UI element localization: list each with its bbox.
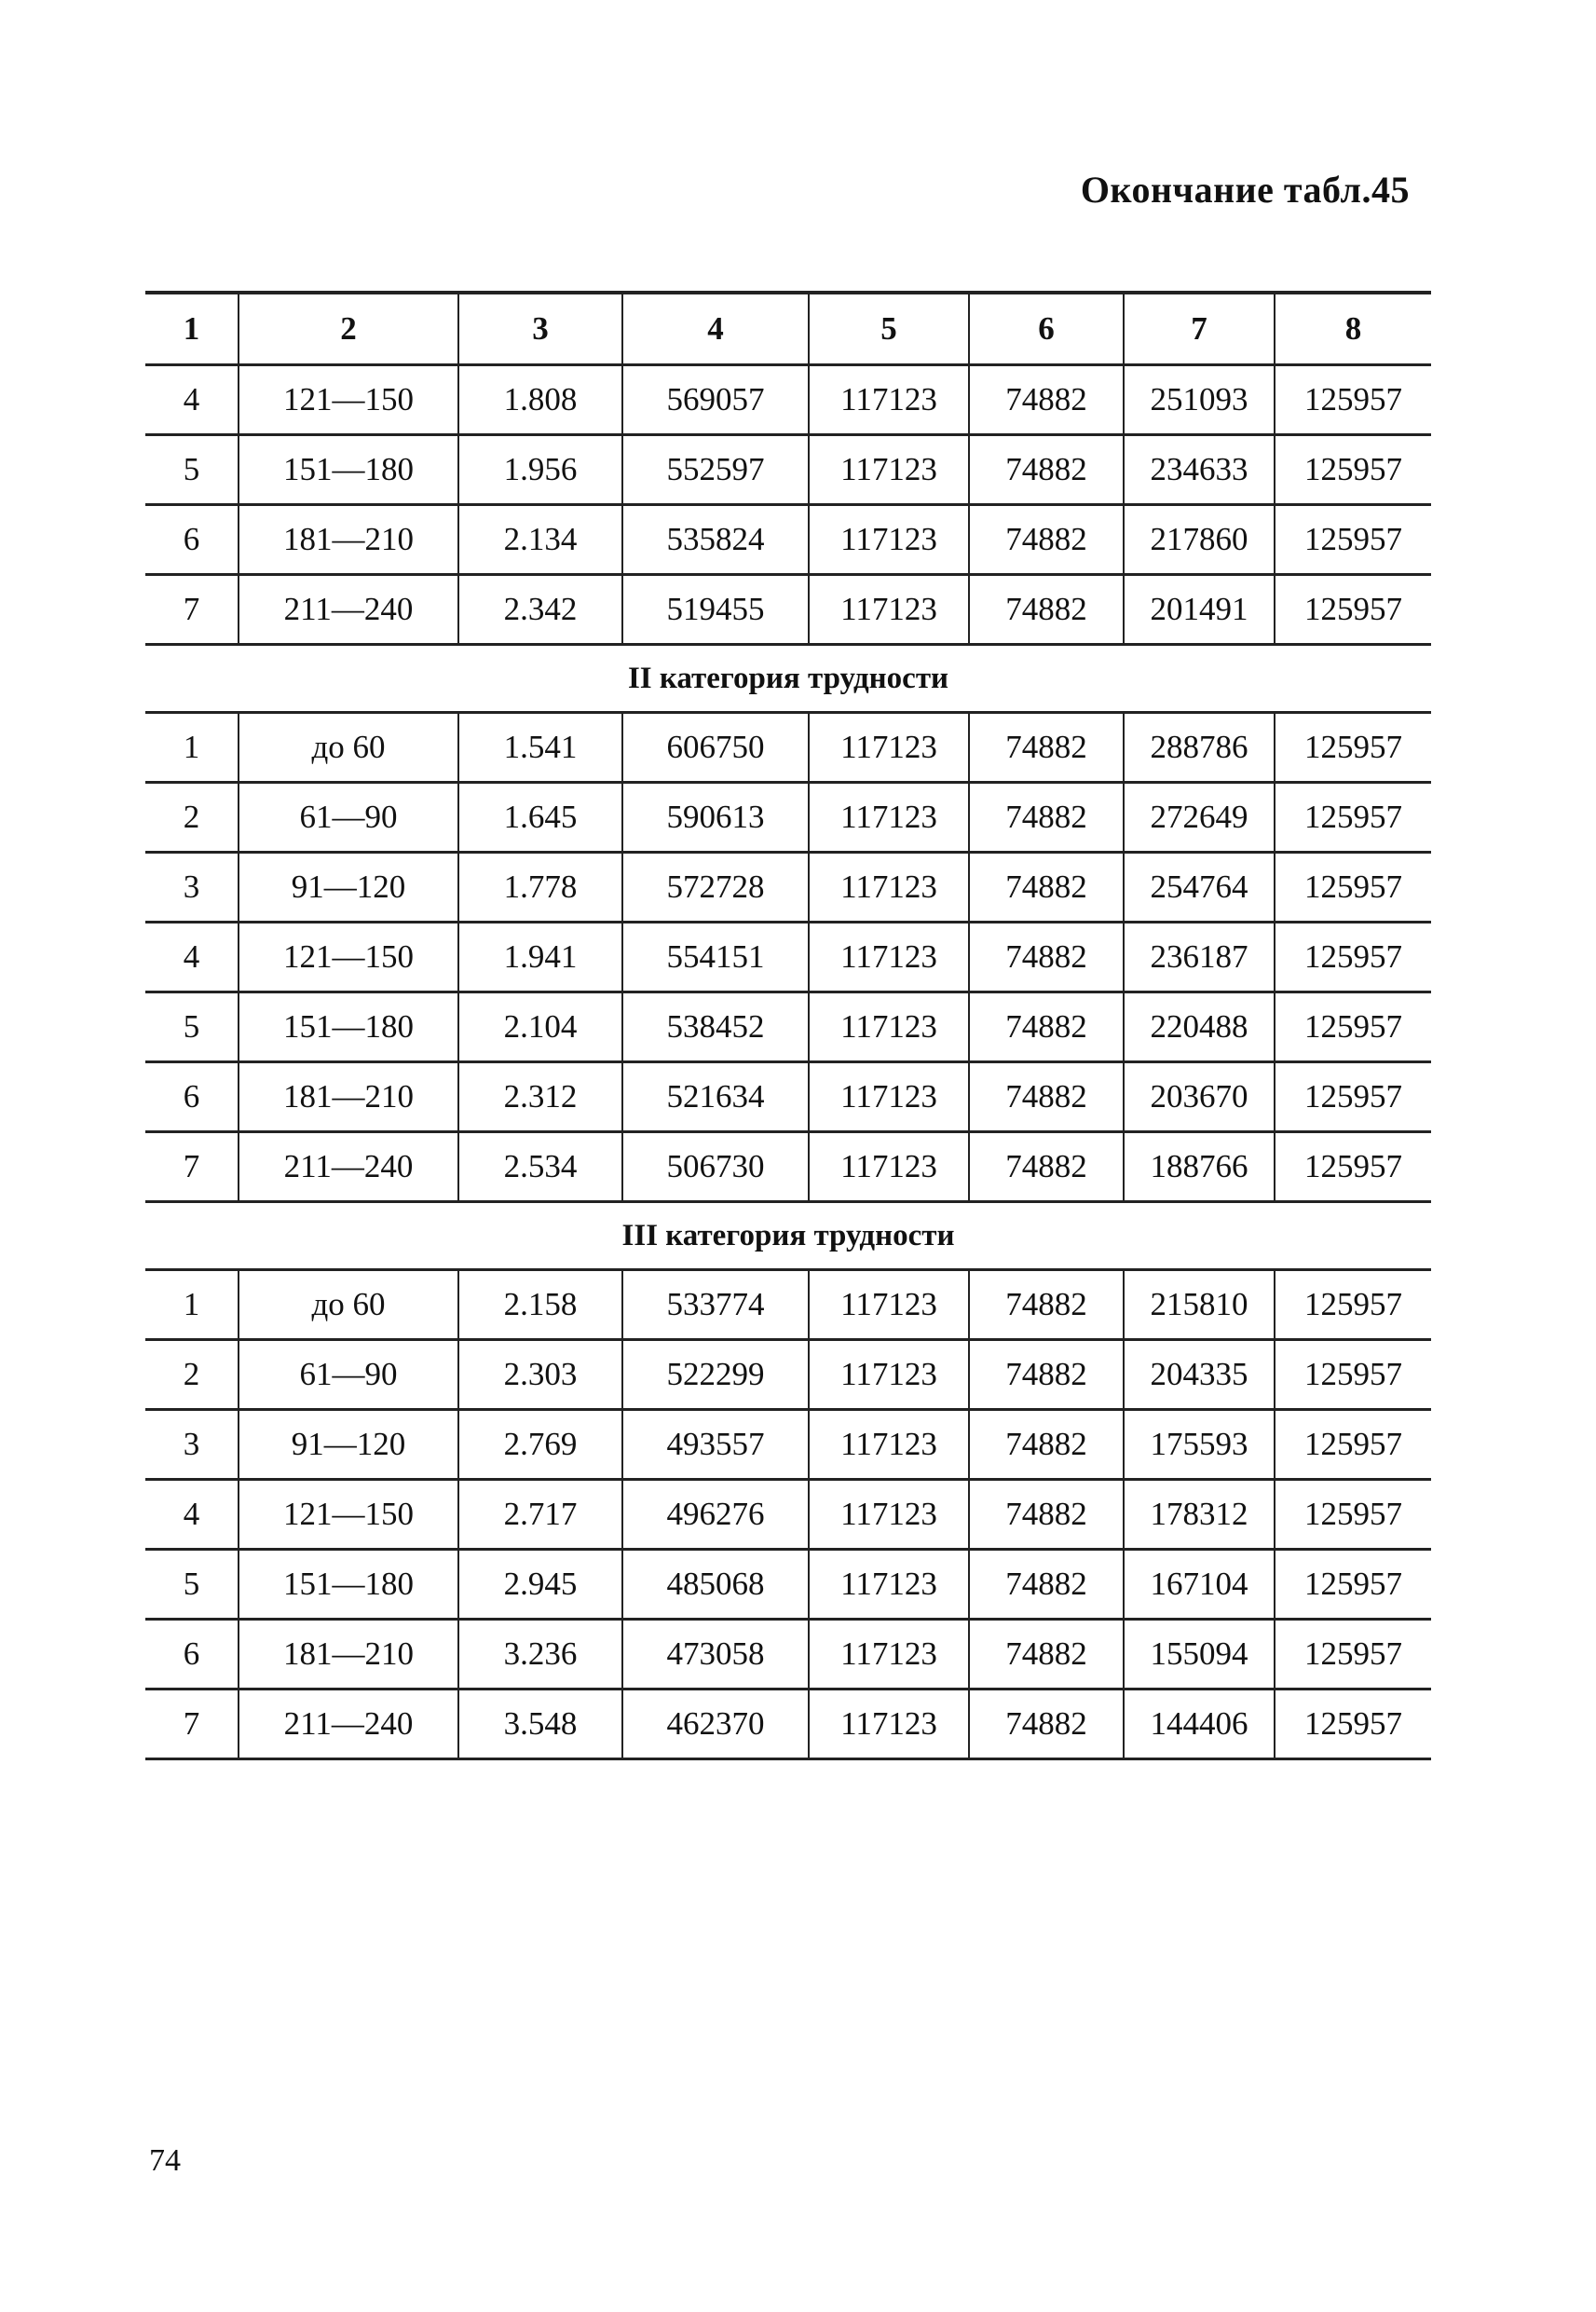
table-cell: 493557 bbox=[622, 1410, 809, 1480]
table-cell: 125957 bbox=[1275, 435, 1431, 505]
table-cell: 117123 bbox=[809, 1410, 969, 1480]
table-cell: 91—120 bbox=[239, 1410, 458, 1480]
header-row bbox=[145, 293, 1431, 365]
table-cell: 125957 bbox=[1275, 575, 1431, 645]
table-cell: 590613 bbox=[622, 783, 809, 853]
table-row bbox=[145, 575, 1431, 645]
table-cell: 91—120 bbox=[239, 853, 458, 923]
table-cell: 117123 bbox=[809, 1340, 969, 1410]
table-cell: 1.941 bbox=[458, 923, 622, 992]
section-heading: II категория трудности bbox=[145, 645, 1431, 713]
header-cell: 8 bbox=[1275, 293, 1431, 365]
table-cell: 554151 bbox=[622, 923, 809, 992]
table-cell: 538452 bbox=[622, 992, 809, 1062]
table-cell: 236187 bbox=[1124, 923, 1275, 992]
table-cell: 125957 bbox=[1275, 1480, 1431, 1550]
table-cell: 74882 bbox=[969, 713, 1124, 783]
table-cell: 5 bbox=[145, 1550, 239, 1620]
table-row bbox=[145, 505, 1431, 575]
table-cell: 74882 bbox=[969, 1340, 1124, 1410]
table-cell: 217860 bbox=[1124, 505, 1275, 575]
table-cell: 125957 bbox=[1275, 992, 1431, 1062]
header-cell: 4 bbox=[622, 293, 809, 365]
table-cell: 117123 bbox=[809, 365, 969, 435]
table-cell: 4 bbox=[145, 365, 239, 435]
table-cell: 4 bbox=[145, 1480, 239, 1550]
table-cell: 125957 bbox=[1275, 1132, 1431, 1202]
table-cell: 155094 bbox=[1124, 1620, 1275, 1690]
table-cell: 606750 bbox=[622, 713, 809, 783]
table-cell: 151—180 bbox=[239, 992, 458, 1062]
table-cell: 6 bbox=[145, 1620, 239, 1690]
table-cell: 117123 bbox=[809, 1620, 969, 1690]
table-cell: 144406 bbox=[1124, 1690, 1275, 1759]
table-cell: 117123 bbox=[809, 1690, 969, 1759]
table-cell: 2 bbox=[145, 783, 239, 853]
table-cell: 462370 bbox=[622, 1690, 809, 1759]
table-cell: 569057 bbox=[622, 365, 809, 435]
table-cell: 61—90 bbox=[239, 1340, 458, 1410]
table-row bbox=[145, 1690, 1431, 1759]
table-cell: 521634 bbox=[622, 1062, 809, 1132]
table-cell: 74882 bbox=[969, 575, 1124, 645]
table-cell: 211—240 bbox=[239, 1132, 458, 1202]
table-cell: 175593 bbox=[1124, 1410, 1275, 1480]
table-cell: 117123 bbox=[809, 713, 969, 783]
table-cell: 125957 bbox=[1275, 1270, 1431, 1340]
table-cell: 117123 bbox=[809, 853, 969, 923]
table-cell: 506730 bbox=[622, 1132, 809, 1202]
data-table-container bbox=[145, 291, 1431, 1760]
table-cell: 117123 bbox=[809, 1132, 969, 1202]
table-row bbox=[145, 1132, 1431, 1202]
table-cell: 2 bbox=[145, 1340, 239, 1410]
table-cell: 496276 bbox=[622, 1480, 809, 1550]
table-row bbox=[145, 1620, 1431, 1690]
table-cell: 519455 bbox=[622, 575, 809, 645]
table-row bbox=[145, 1270, 1431, 1340]
table-cell: 61—90 bbox=[239, 783, 458, 853]
table-cell: 535824 bbox=[622, 505, 809, 575]
table-cell: 188766 bbox=[1124, 1132, 1275, 1202]
table-cell: 572728 bbox=[622, 853, 809, 923]
table-row bbox=[145, 783, 1431, 853]
table-cell: 203670 bbox=[1124, 1062, 1275, 1132]
header-cell: 1 bbox=[145, 293, 239, 365]
table-cell: 1.778 bbox=[458, 853, 622, 923]
table-cell: 125957 bbox=[1275, 783, 1431, 853]
table-cell: 1 bbox=[145, 713, 239, 783]
table-cell: 74882 bbox=[969, 1410, 1124, 1480]
table-cell: 74882 bbox=[969, 923, 1124, 992]
table-cell: 125957 bbox=[1275, 923, 1431, 992]
table-cell: 2.158 bbox=[458, 1270, 622, 1340]
table-cell: 125957 bbox=[1275, 1620, 1431, 1690]
table-cell: 117123 bbox=[809, 1270, 969, 1340]
table-row bbox=[145, 992, 1431, 1062]
table-cell: 74882 bbox=[969, 1620, 1124, 1690]
table-cell: 533774 bbox=[622, 1270, 809, 1340]
header-cell: 7 bbox=[1124, 293, 1275, 365]
table-cell: 204335 bbox=[1124, 1340, 1275, 1410]
table-cell: 6 bbox=[145, 1062, 239, 1132]
table-cell: 2.342 bbox=[458, 575, 622, 645]
table-cell: 485068 bbox=[622, 1550, 809, 1620]
table-cell: 151—180 bbox=[239, 1550, 458, 1620]
table-cell: 74882 bbox=[969, 1690, 1124, 1759]
table-cell: 251093 bbox=[1124, 365, 1275, 435]
table-cell: 473058 bbox=[622, 1620, 809, 1690]
table-cell: 125957 bbox=[1275, 365, 1431, 435]
table-cell: 117123 bbox=[809, 435, 969, 505]
table-cell: 125957 bbox=[1275, 853, 1431, 923]
table-cell: 1.808 bbox=[458, 365, 622, 435]
table-cell: 2.769 bbox=[458, 1410, 622, 1480]
table-cell: 201491 bbox=[1124, 575, 1275, 645]
table-row bbox=[145, 713, 1431, 783]
table-cell: 117123 bbox=[809, 992, 969, 1062]
table-cell: 2.312 bbox=[458, 1062, 622, 1132]
table-row bbox=[145, 435, 1431, 505]
table-cell: 167104 bbox=[1124, 1550, 1275, 1620]
table-cell: 2.104 bbox=[458, 992, 622, 1062]
table-continuation-title: Окончание табл.45 bbox=[1080, 169, 1410, 211]
table-cell: 74882 bbox=[969, 1132, 1124, 1202]
table-cell: 1.645 bbox=[458, 783, 622, 853]
table-row bbox=[145, 1550, 1431, 1620]
table-body bbox=[145, 293, 1431, 1759]
table-row bbox=[145, 1480, 1431, 1550]
table-cell: 125957 bbox=[1275, 713, 1431, 783]
table-cell: 3.236 bbox=[458, 1620, 622, 1690]
page-number: 74 bbox=[149, 2143, 181, 2178]
section-heading: III категория трудности bbox=[145, 1202, 1431, 1270]
table-cell: 1.541 bbox=[458, 713, 622, 783]
table-cell: 211—240 bbox=[239, 575, 458, 645]
table-cell: 181—210 bbox=[239, 1620, 458, 1690]
table-row bbox=[145, 1340, 1431, 1410]
table-cell: 522299 bbox=[622, 1340, 809, 1410]
table-cell: 125957 bbox=[1275, 1410, 1431, 1480]
section-heading-row bbox=[145, 645, 1431, 713]
table-cell: 74882 bbox=[969, 783, 1124, 853]
table-cell: 74882 bbox=[969, 365, 1124, 435]
table-cell: 74882 bbox=[969, 505, 1124, 575]
table-row bbox=[145, 365, 1431, 435]
table-cell: 117123 bbox=[809, 783, 969, 853]
table-cell: 74882 bbox=[969, 992, 1124, 1062]
data-table bbox=[145, 291, 1431, 1760]
table-cell: 2.534 bbox=[458, 1132, 622, 1202]
table-row bbox=[145, 1062, 1431, 1132]
header-cell: 6 bbox=[969, 293, 1124, 365]
table-cell: 3 bbox=[145, 1410, 239, 1480]
table-cell: 125957 bbox=[1275, 1550, 1431, 1620]
table-cell: 181—210 bbox=[239, 505, 458, 575]
table-cell: 125957 bbox=[1275, 1062, 1431, 1132]
table-cell: 254764 bbox=[1124, 853, 1275, 923]
table-row bbox=[145, 853, 1431, 923]
table-cell: 1.956 bbox=[458, 435, 622, 505]
table-cell: 4 bbox=[145, 923, 239, 992]
table-cell: 74882 bbox=[969, 1550, 1124, 1620]
section-heading-row bbox=[145, 1202, 1431, 1270]
header-cell: 2 bbox=[239, 293, 458, 365]
table-cell: 7 bbox=[145, 1132, 239, 1202]
table-cell: 74882 bbox=[969, 435, 1124, 505]
table-row bbox=[145, 1410, 1431, 1480]
table-row bbox=[145, 923, 1431, 992]
table-cell: 178312 bbox=[1124, 1480, 1275, 1550]
table-cell: 6 bbox=[145, 505, 239, 575]
table-cell: 220488 bbox=[1124, 992, 1275, 1062]
table-cell: 74882 bbox=[969, 1270, 1124, 1340]
table-cell: 552597 bbox=[622, 435, 809, 505]
table-cell: 117123 bbox=[809, 505, 969, 575]
table-cell: 215810 bbox=[1124, 1270, 1275, 1340]
table-cell: 125957 bbox=[1275, 1690, 1431, 1759]
table-cell: 117123 bbox=[809, 575, 969, 645]
table-cell: 5 bbox=[145, 435, 239, 505]
table-cell: 3 bbox=[145, 853, 239, 923]
table-cell: 2.945 bbox=[458, 1550, 622, 1620]
table-cell: 1 bbox=[145, 1270, 239, 1340]
table-cell: 74882 bbox=[969, 1480, 1124, 1550]
table-cell: 125957 bbox=[1275, 1340, 1431, 1410]
table-cell: 121—150 bbox=[239, 923, 458, 992]
table-cell: 117123 bbox=[809, 1480, 969, 1550]
table-cell: 3.548 bbox=[458, 1690, 622, 1759]
table-cell: 74882 bbox=[969, 1062, 1124, 1132]
table-cell: 117123 bbox=[809, 1062, 969, 1132]
table-cell: 125957 bbox=[1275, 505, 1431, 575]
table-cell: 5 bbox=[145, 992, 239, 1062]
table-cell: 121—150 bbox=[239, 365, 458, 435]
table-cell: 234633 bbox=[1124, 435, 1275, 505]
table-cell: 181—210 bbox=[239, 1062, 458, 1132]
table-cell: до 60 bbox=[239, 1270, 458, 1340]
table-cell: 117123 bbox=[809, 1550, 969, 1620]
table-cell: 7 bbox=[145, 1690, 239, 1759]
table-cell: 121—150 bbox=[239, 1480, 458, 1550]
header-cell: 3 bbox=[458, 293, 622, 365]
table-cell: 2.303 bbox=[458, 1340, 622, 1410]
table-cell: 288786 bbox=[1124, 713, 1275, 783]
table-cell: 2.134 bbox=[458, 505, 622, 575]
table-cell: 74882 bbox=[969, 853, 1124, 923]
table-cell: до 60 bbox=[239, 713, 458, 783]
table-cell: 151—180 bbox=[239, 435, 458, 505]
table-cell: 272649 bbox=[1124, 783, 1275, 853]
table-cell: 211—240 bbox=[239, 1690, 458, 1759]
header-cell: 5 bbox=[809, 293, 969, 365]
table-cell: 7 bbox=[145, 575, 239, 645]
table-cell: 2.717 bbox=[458, 1480, 622, 1550]
table-cell: 117123 bbox=[809, 923, 969, 992]
